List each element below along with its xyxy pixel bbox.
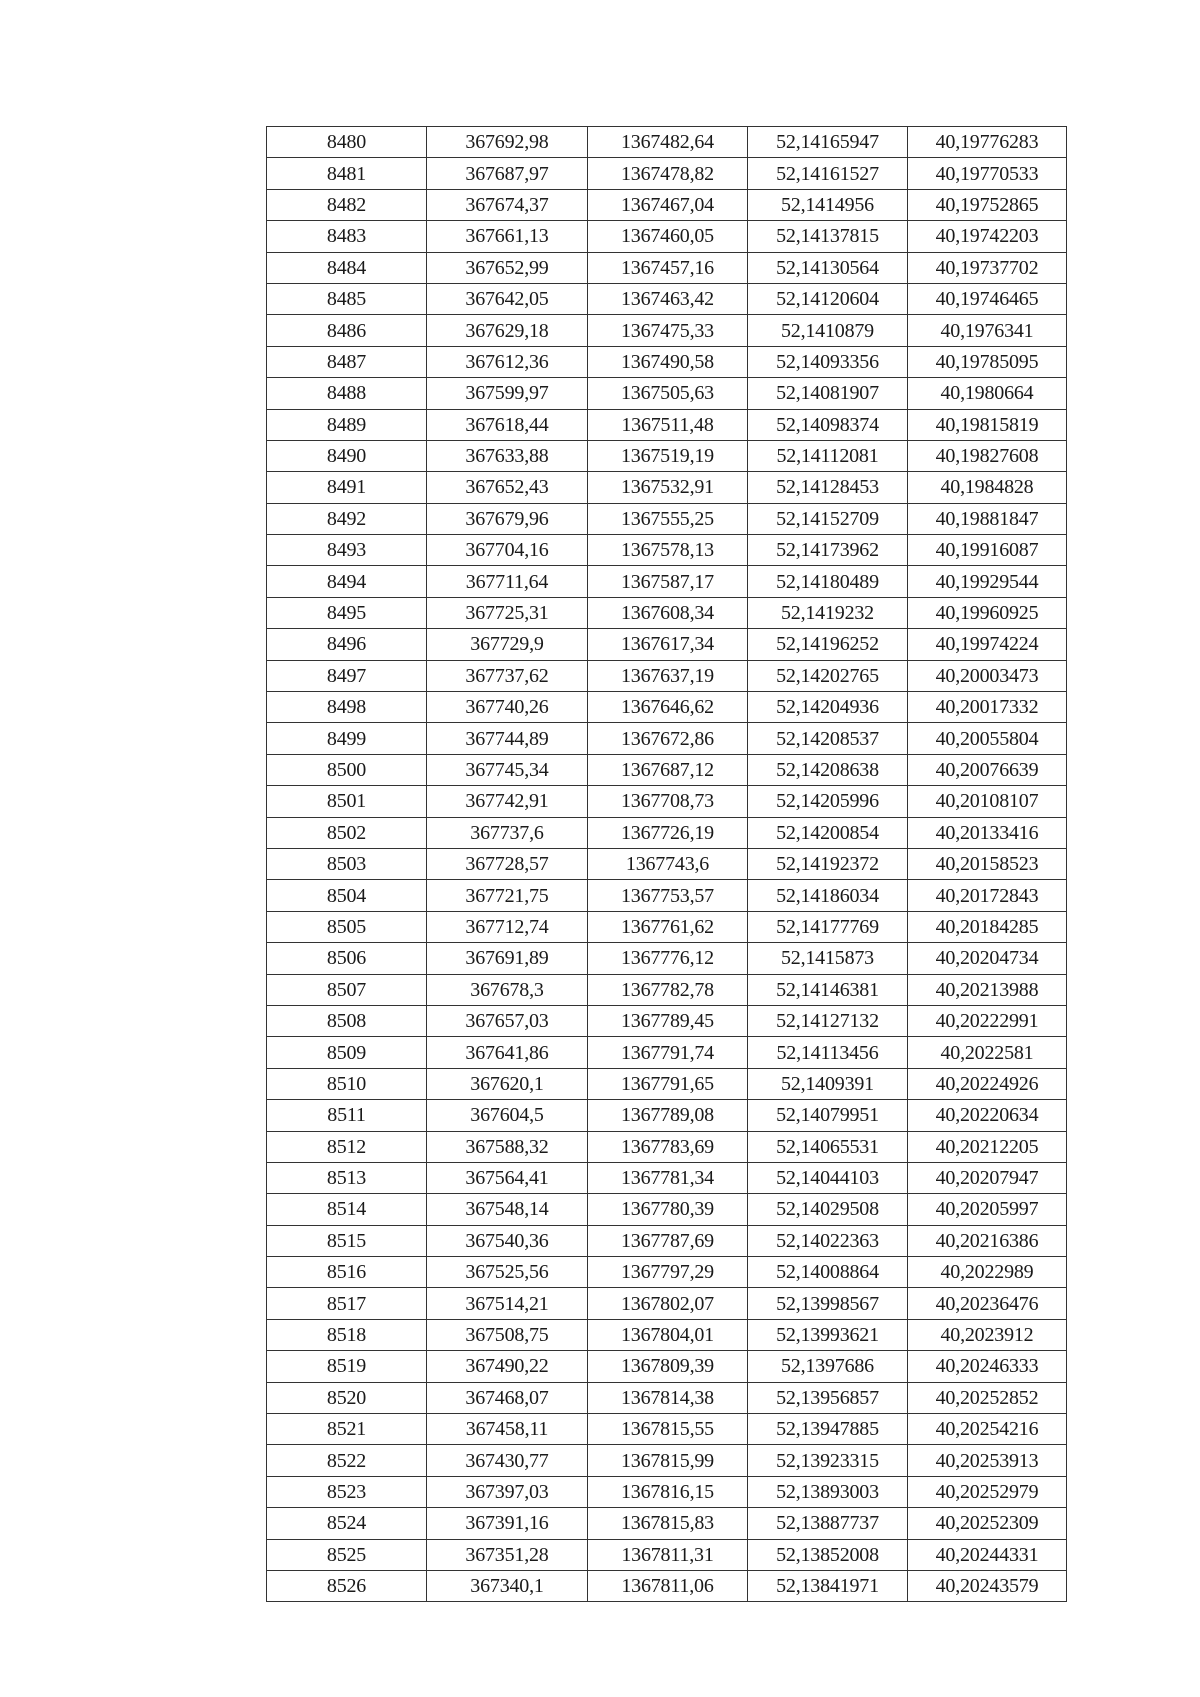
y-coordinate-cell: 1367789,45 <box>588 1005 748 1036</box>
table-row <box>267 1288 1067 1319</box>
table-row <box>267 1068 1067 1099</box>
x-coordinate-cell: 367397,03 <box>427 1476 588 1507</box>
latitude-cell: 52,13956857 <box>748 1382 908 1413</box>
latitude-cell: 52,14065531 <box>748 1131 908 1162</box>
coordinates-table <box>266 126 1067 1602</box>
latitude-cell: 52,13852008 <box>748 1539 908 1570</box>
x-coordinate-cell: 367744,89 <box>427 723 588 754</box>
longitude-cell: 40,20252309 <box>908 1508 1067 1539</box>
y-coordinate-cell: 1367463,42 <box>588 283 748 314</box>
longitude-cell: 40,19746465 <box>908 283 1067 314</box>
y-coordinate-cell: 1367490,58 <box>588 346 748 377</box>
latitude-cell: 52,14130564 <box>748 252 908 283</box>
latitude-cell: 52,14161527 <box>748 158 908 189</box>
point-number-cell: 8490 <box>267 440 427 471</box>
point-number-cell: 8521 <box>267 1414 427 1445</box>
table-row <box>267 1445 1067 1476</box>
y-coordinate-cell: 1367780,39 <box>588 1194 748 1225</box>
longitude-cell: 40,20213988 <box>908 974 1067 1005</box>
x-coordinate-cell: 367391,16 <box>427 1508 588 1539</box>
point-number-cell: 8481 <box>267 158 427 189</box>
y-coordinate-cell: 1367815,55 <box>588 1414 748 1445</box>
latitude-cell: 52,14044103 <box>748 1162 908 1193</box>
longitude-cell: 40,20216386 <box>908 1225 1067 1256</box>
latitude-cell: 52,13893003 <box>748 1476 908 1507</box>
longitude-cell: 40,2022989 <box>908 1257 1067 1288</box>
longitude-cell: 40,19881847 <box>908 503 1067 534</box>
coordinates-table-body <box>267 127 1067 1602</box>
x-coordinate-cell: 367679,96 <box>427 503 588 534</box>
latitude-cell: 52,1419232 <box>748 597 908 628</box>
x-coordinate-cell: 367620,1 <box>427 1068 588 1099</box>
point-number-cell: 8500 <box>267 754 427 785</box>
x-coordinate-cell: 367618,44 <box>427 409 588 440</box>
x-coordinate-cell: 367430,77 <box>427 1445 588 1476</box>
x-coordinate-cell: 367711,64 <box>427 566 588 597</box>
x-coordinate-cell: 367657,03 <box>427 1005 588 1036</box>
point-number-cell: 8504 <box>267 880 427 911</box>
longitude-cell: 40,20108107 <box>908 786 1067 817</box>
point-number-cell: 8482 <box>267 189 427 220</box>
latitude-cell: 52,14173962 <box>748 535 908 566</box>
longitude-cell: 40,20207947 <box>908 1162 1067 1193</box>
latitude-cell: 52,14127132 <box>748 1005 908 1036</box>
longitude-cell: 40,20158523 <box>908 848 1067 879</box>
table-row <box>267 409 1067 440</box>
point-number-cell: 8497 <box>267 660 427 691</box>
y-coordinate-cell: 1367815,83 <box>588 1508 748 1539</box>
y-coordinate-cell: 1367802,07 <box>588 1288 748 1319</box>
y-coordinate-cell: 1367811,31 <box>588 1539 748 1570</box>
table-row <box>267 1508 1067 1539</box>
table-row <box>267 817 1067 848</box>
table-row <box>267 283 1067 314</box>
x-coordinate-cell: 367508,75 <box>427 1319 588 1350</box>
latitude-cell: 52,14208537 <box>748 723 908 754</box>
point-number-cell: 8505 <box>267 911 427 942</box>
table-row <box>267 1194 1067 1225</box>
point-number-cell: 8519 <box>267 1351 427 1382</box>
longitude-cell: 40,19785095 <box>908 346 1067 377</box>
y-coordinate-cell: 1367578,13 <box>588 535 748 566</box>
table-row <box>267 1162 1067 1193</box>
y-coordinate-cell: 1367809,39 <box>588 1351 748 1382</box>
point-number-cell: 8517 <box>267 1288 427 1319</box>
x-coordinate-cell: 367564,41 <box>427 1162 588 1193</box>
x-coordinate-cell: 367691,89 <box>427 943 588 974</box>
y-coordinate-cell: 1367646,62 <box>588 692 748 723</box>
latitude-cell: 52,13923315 <box>748 1445 908 1476</box>
latitude-cell: 52,14196252 <box>748 629 908 660</box>
y-coordinate-cell: 1367811,06 <box>588 1570 748 1601</box>
longitude-cell: 40,19929544 <box>908 566 1067 597</box>
latitude-cell: 52,13993621 <box>748 1319 908 1350</box>
y-coordinate-cell: 1367460,05 <box>588 221 748 252</box>
y-coordinate-cell: 1367726,19 <box>588 817 748 848</box>
table-row <box>267 660 1067 691</box>
x-coordinate-cell: 367737,62 <box>427 660 588 691</box>
longitude-cell: 40,20212205 <box>908 1131 1067 1162</box>
table-row <box>267 566 1067 597</box>
longitude-cell: 40,19742203 <box>908 221 1067 252</box>
table-row <box>267 723 1067 754</box>
table-row <box>267 378 1067 409</box>
latitude-cell: 52,14208638 <box>748 754 908 785</box>
latitude-cell: 52,14079951 <box>748 1100 908 1131</box>
y-coordinate-cell: 1367482,64 <box>588 127 748 158</box>
point-number-cell: 8513 <box>267 1162 427 1193</box>
y-coordinate-cell: 1367761,62 <box>588 911 748 942</box>
point-number-cell: 8499 <box>267 723 427 754</box>
latitude-cell: 52,14180489 <box>748 566 908 597</box>
table-row <box>267 1100 1067 1131</box>
x-coordinate-cell: 367728,57 <box>427 848 588 879</box>
point-number-cell: 8525 <box>267 1539 427 1570</box>
x-coordinate-cell: 367725,31 <box>427 597 588 628</box>
y-coordinate-cell: 1367791,74 <box>588 1037 748 1068</box>
table-row <box>267 848 1067 879</box>
point-number-cell: 8523 <box>267 1476 427 1507</box>
point-number-cell: 8487 <box>267 346 427 377</box>
x-coordinate-cell: 367740,26 <box>427 692 588 723</box>
longitude-cell: 40,20184285 <box>908 911 1067 942</box>
latitude-cell: 52,13887737 <box>748 1508 908 1539</box>
y-coordinate-cell: 1367797,29 <box>588 1257 748 1288</box>
x-coordinate-cell: 367652,43 <box>427 472 588 503</box>
point-number-cell: 8496 <box>267 629 427 660</box>
longitude-cell: 40,1976341 <box>908 315 1067 346</box>
table-row <box>267 221 1067 252</box>
latitude-cell: 52,14120604 <box>748 283 908 314</box>
x-coordinate-cell: 367340,1 <box>427 1570 588 1601</box>
latitude-cell: 52,14146381 <box>748 974 908 1005</box>
y-coordinate-cell: 1367617,34 <box>588 629 748 660</box>
y-coordinate-cell: 1367478,82 <box>588 158 748 189</box>
table-row <box>267 1476 1067 1507</box>
y-coordinate-cell: 1367789,08 <box>588 1100 748 1131</box>
longitude-cell: 40,2022581 <box>908 1037 1067 1068</box>
x-coordinate-cell: 367588,32 <box>427 1131 588 1162</box>
table-row <box>267 472 1067 503</box>
longitude-cell: 40,20205997 <box>908 1194 1067 1225</box>
latitude-cell: 52,14008864 <box>748 1257 908 1288</box>
point-number-cell: 8515 <box>267 1225 427 1256</box>
x-coordinate-cell: 367458,11 <box>427 1414 588 1445</box>
table-row <box>267 974 1067 1005</box>
table-row <box>267 692 1067 723</box>
longitude-cell: 40,1984828 <box>908 472 1067 503</box>
point-number-cell: 8492 <box>267 503 427 534</box>
y-coordinate-cell: 1367672,86 <box>588 723 748 754</box>
table-row <box>267 629 1067 660</box>
y-coordinate-cell: 1367743,6 <box>588 848 748 879</box>
longitude-cell: 40,20220634 <box>908 1100 1067 1131</box>
point-number-cell: 8509 <box>267 1037 427 1068</box>
point-number-cell: 8483 <box>267 221 427 252</box>
point-number-cell: 8486 <box>267 315 427 346</box>
longitude-cell: 40,20252979 <box>908 1476 1067 1507</box>
x-coordinate-cell: 367692,98 <box>427 127 588 158</box>
point-number-cell: 8484 <box>267 252 427 283</box>
longitude-cell: 40,20172843 <box>908 880 1067 911</box>
y-coordinate-cell: 1367781,34 <box>588 1162 748 1193</box>
x-coordinate-cell: 367548,14 <box>427 1194 588 1225</box>
y-coordinate-cell: 1367467,04 <box>588 189 748 220</box>
x-coordinate-cell: 367629,18 <box>427 315 588 346</box>
table-row <box>267 943 1067 974</box>
longitude-cell: 40,20017332 <box>908 692 1067 723</box>
y-coordinate-cell: 1367708,73 <box>588 786 748 817</box>
latitude-cell: 52,13998567 <box>748 1288 908 1319</box>
point-number-cell: 8503 <box>267 848 427 879</box>
table-row <box>267 127 1067 158</box>
x-coordinate-cell: 367674,37 <box>427 189 588 220</box>
longitude-cell: 40,2023912 <box>908 1319 1067 1350</box>
y-coordinate-cell: 1367608,34 <box>588 597 748 628</box>
table-row <box>267 911 1067 942</box>
latitude-cell: 52,14205996 <box>748 786 908 817</box>
y-coordinate-cell: 1367457,16 <box>588 252 748 283</box>
x-coordinate-cell: 367712,74 <box>427 911 588 942</box>
y-coordinate-cell: 1367532,91 <box>588 472 748 503</box>
table-row <box>267 1037 1067 1068</box>
table-row <box>267 1382 1067 1413</box>
longitude-cell: 40,19770533 <box>908 158 1067 189</box>
x-coordinate-cell: 367514,21 <box>427 1288 588 1319</box>
y-coordinate-cell: 1367791,65 <box>588 1068 748 1099</box>
latitude-cell: 52,14152709 <box>748 503 908 534</box>
latitude-cell: 52,14128453 <box>748 472 908 503</box>
x-coordinate-cell: 367641,86 <box>427 1037 588 1068</box>
x-coordinate-cell: 367661,13 <box>427 221 588 252</box>
latitude-cell: 52,14137815 <box>748 221 908 252</box>
table-row <box>267 503 1067 534</box>
point-number-cell: 8506 <box>267 943 427 974</box>
point-number-cell: 8522 <box>267 1445 427 1476</box>
point-number-cell: 8511 <box>267 1100 427 1131</box>
latitude-cell: 52,14113456 <box>748 1037 908 1068</box>
longitude-cell: 40,20222991 <box>908 1005 1067 1036</box>
x-coordinate-cell: 367490,22 <box>427 1351 588 1382</box>
table-row <box>267 754 1067 785</box>
point-number-cell: 8488 <box>267 378 427 409</box>
table-row <box>267 189 1067 220</box>
y-coordinate-cell: 1367587,17 <box>588 566 748 597</box>
x-coordinate-cell: 367678,3 <box>427 974 588 1005</box>
point-number-cell: 8485 <box>267 283 427 314</box>
latitude-cell: 52,14200854 <box>748 817 908 848</box>
y-coordinate-cell: 1367816,15 <box>588 1476 748 1507</box>
latitude-cell: 52,14093356 <box>748 346 908 377</box>
longitude-cell: 40,20236476 <box>908 1288 1067 1319</box>
point-number-cell: 8495 <box>267 597 427 628</box>
x-coordinate-cell: 367604,5 <box>427 1100 588 1131</box>
latitude-cell: 52,14098374 <box>748 409 908 440</box>
table-row <box>267 1131 1067 1162</box>
point-number-cell: 8489 <box>267 409 427 440</box>
x-coordinate-cell: 367687,97 <box>427 158 588 189</box>
point-number-cell: 8516 <box>267 1257 427 1288</box>
table-row <box>267 1225 1067 1256</box>
table-row <box>267 1351 1067 1382</box>
table-row <box>267 1005 1067 1036</box>
table-row <box>267 535 1067 566</box>
y-coordinate-cell: 1367687,12 <box>588 754 748 785</box>
table-row <box>267 1319 1067 1350</box>
longitude-cell: 40,20252852 <box>908 1382 1067 1413</box>
point-number-cell: 8508 <box>267 1005 427 1036</box>
longitude-cell: 40,20003473 <box>908 660 1067 691</box>
table-row <box>267 346 1067 377</box>
point-number-cell: 8498 <box>267 692 427 723</box>
latitude-cell: 52,13947885 <box>748 1414 908 1445</box>
latitude-cell: 52,14081907 <box>748 378 908 409</box>
y-coordinate-cell: 1367555,25 <box>588 503 748 534</box>
latitude-cell: 52,1415873 <box>748 943 908 974</box>
point-number-cell: 8510 <box>267 1068 427 1099</box>
longitude-cell: 40,19752865 <box>908 189 1067 220</box>
x-coordinate-cell: 367599,97 <box>427 378 588 409</box>
table-row <box>267 880 1067 911</box>
x-coordinate-cell: 367721,75 <box>427 880 588 911</box>
longitude-cell: 40,19974224 <box>908 629 1067 660</box>
y-coordinate-cell: 1367475,33 <box>588 315 748 346</box>
x-coordinate-cell: 367633,88 <box>427 440 588 471</box>
point-number-cell: 8480 <box>267 127 427 158</box>
y-coordinate-cell: 1367782,78 <box>588 974 748 1005</box>
longitude-cell: 40,20243579 <box>908 1570 1067 1601</box>
longitude-cell: 40,20254216 <box>908 1414 1067 1445</box>
longitude-cell: 40,20055804 <box>908 723 1067 754</box>
y-coordinate-cell: 1367776,12 <box>588 943 748 974</box>
table-row <box>267 1257 1067 1288</box>
y-coordinate-cell: 1367814,38 <box>588 1382 748 1413</box>
x-coordinate-cell: 367745,34 <box>427 754 588 785</box>
point-number-cell: 8520 <box>267 1382 427 1413</box>
point-number-cell: 8493 <box>267 535 427 566</box>
point-number-cell: 8524 <box>267 1508 427 1539</box>
longitude-cell: 40,20133416 <box>908 817 1067 848</box>
point-number-cell: 8501 <box>267 786 427 817</box>
latitude-cell: 52,14165947 <box>748 127 908 158</box>
x-coordinate-cell: 367525,56 <box>427 1257 588 1288</box>
latitude-cell: 52,14202765 <box>748 660 908 691</box>
y-coordinate-cell: 1367804,01 <box>588 1319 748 1350</box>
table-row <box>267 1539 1067 1570</box>
point-number-cell: 8507 <box>267 974 427 1005</box>
longitude-cell: 40,20204734 <box>908 943 1067 974</box>
table-row <box>267 597 1067 628</box>
longitude-cell: 40,19815819 <box>908 409 1067 440</box>
latitude-cell: 52,14177769 <box>748 911 908 942</box>
latitude-cell: 52,14112081 <box>748 440 908 471</box>
longitude-cell: 40,20246333 <box>908 1351 1067 1382</box>
longitude-cell: 40,20224926 <box>908 1068 1067 1099</box>
x-coordinate-cell: 367737,6 <box>427 817 588 848</box>
y-coordinate-cell: 1367519,19 <box>588 440 748 471</box>
x-coordinate-cell: 367742,91 <box>427 786 588 817</box>
x-coordinate-cell: 367540,36 <box>427 1225 588 1256</box>
y-coordinate-cell: 1367753,57 <box>588 880 748 911</box>
latitude-cell: 52,13841971 <box>748 1570 908 1601</box>
x-coordinate-cell: 367652,99 <box>427 252 588 283</box>
latitude-cell: 52,14186034 <box>748 880 908 911</box>
y-coordinate-cell: 1367787,69 <box>588 1225 748 1256</box>
longitude-cell: 40,19960925 <box>908 597 1067 628</box>
longitude-cell: 40,20253913 <box>908 1445 1067 1476</box>
latitude-cell: 52,14204936 <box>748 692 908 723</box>
latitude-cell: 52,14022363 <box>748 1225 908 1256</box>
table-row <box>267 158 1067 189</box>
table-row <box>267 1414 1067 1445</box>
x-coordinate-cell: 367642,05 <box>427 283 588 314</box>
longitude-cell: 40,1980664 <box>908 378 1067 409</box>
y-coordinate-cell: 1367637,19 <box>588 660 748 691</box>
y-coordinate-cell: 1367783,69 <box>588 1131 748 1162</box>
x-coordinate-cell: 367704,16 <box>427 535 588 566</box>
latitude-cell: 52,1397686 <box>748 1351 908 1382</box>
table-row <box>267 315 1067 346</box>
y-coordinate-cell: 1367511,48 <box>588 409 748 440</box>
latitude-cell: 52,1409391 <box>748 1068 908 1099</box>
point-number-cell: 8514 <box>267 1194 427 1225</box>
table-row <box>267 786 1067 817</box>
x-coordinate-cell: 367729,9 <box>427 629 588 660</box>
table-row <box>267 440 1067 471</box>
y-coordinate-cell: 1367815,99 <box>588 1445 748 1476</box>
latitude-cell: 52,1414956 <box>748 189 908 220</box>
longitude-cell: 40,19776283 <box>908 127 1067 158</box>
point-number-cell: 8526 <box>267 1570 427 1601</box>
point-number-cell: 8494 <box>267 566 427 597</box>
x-coordinate-cell: 367468,07 <box>427 1382 588 1413</box>
point-number-cell: 8518 <box>267 1319 427 1350</box>
latitude-cell: 52,14192372 <box>748 848 908 879</box>
longitude-cell: 40,19737702 <box>908 252 1067 283</box>
longitude-cell: 40,19916087 <box>908 535 1067 566</box>
point-number-cell: 8491 <box>267 472 427 503</box>
latitude-cell: 52,1410879 <box>748 315 908 346</box>
longitude-cell: 40,20244331 <box>908 1539 1067 1570</box>
longitude-cell: 40,19827608 <box>908 440 1067 471</box>
x-coordinate-cell: 367612,36 <box>427 346 588 377</box>
table-row <box>267 1570 1067 1601</box>
point-number-cell: 8512 <box>267 1131 427 1162</box>
latitude-cell: 52,14029508 <box>748 1194 908 1225</box>
y-coordinate-cell: 1367505,63 <box>588 378 748 409</box>
x-coordinate-cell: 367351,28 <box>427 1539 588 1570</box>
point-number-cell: 8502 <box>267 817 427 848</box>
longitude-cell: 40,20076639 <box>908 754 1067 785</box>
table-row <box>267 252 1067 283</box>
